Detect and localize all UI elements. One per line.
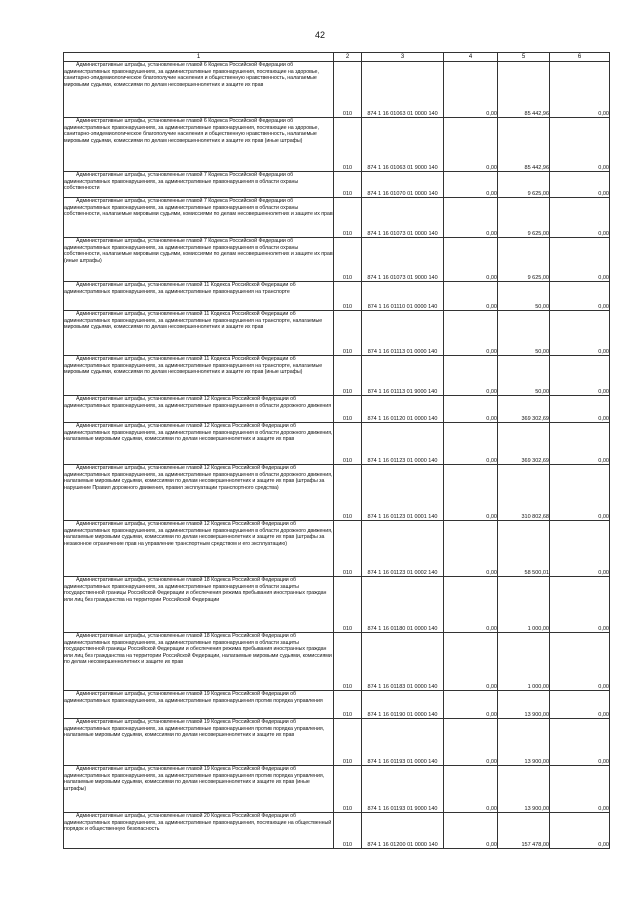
row-value-col4: 0,00 <box>444 766 498 813</box>
row-value-col5: 50,00 <box>498 311 550 356</box>
row-value-col4: 0,00 <box>444 423 498 465</box>
row-description: Административные штрафы, установленные главой 6 Кодекса Российской Федерации об административных правонарушениях, за административные правонарушения, посягающие на здоровье, санитарно-эпидемиологическое благополучие населения и общественную нравственность, налагаемые мировыми судьями, комиссиями по делам несовершеннолетних и защите их прав (иные штрафы) <box>64 118 334 172</box>
row-value-col5: 50,00 <box>498 282 550 311</box>
table-row <box>64 633 610 691</box>
row-value-col6: 0,00 <box>550 423 610 465</box>
table-header-row <box>64 53 610 62</box>
header-cell-5: 5 <box>498 53 550 62</box>
row-description: Административные штрафы, установленные главой 11 Кодекса Российской Федерации об административных правонарушениях, за административные правонарушения на транспорте, налагаемые мировыми судьями, комиссиями по делам несовершеннолетних и защите их прав (иные штрафы) <box>64 356 334 396</box>
row-line-code: 010 <box>334 172 362 198</box>
row-description: Административные штрафы, установленные главой 6 Кодекса Российской Федерации об административных правонарушениях, за административные правонарушения, посягающие на здоровье, санитарно-эпидемиологическое благополучие населения и общественную нравственность, налагаемые мировыми судьями, комиссиями по делам несовершеннолетних и защите их прав <box>64 62 334 118</box>
page-number: 42 <box>314 30 325 40</box>
row-budget-code: 874 1 16 01123 01 0002 140 <box>362 521 444 577</box>
row-value-col5: 9 625,00 <box>498 172 550 198</box>
row-budget-code: 874 1 16 01193 01 0000 140 <box>362 719 444 766</box>
report-table <box>63 52 610 849</box>
row-budget-code: 874 1 16 01063 01 9000 140 <box>362 118 444 172</box>
row-description: Административные штрафы, установленные главой 12 Кодекса Российской Федерации об административных правонарушениях, за административные правонарушения в области дорожного движения, налагаемые мировыми судьями, комиссиями по делам несовершеннолетних и защите их прав (штрафы за незаконное ограничение прав на управление транспортным средством и его эксплуатацию) <box>64 521 334 577</box>
row-line-code: 010 <box>334 311 362 356</box>
row-value-col4: 0,00 <box>444 282 498 311</box>
row-description: Административные штрафы, установленные главой 7 Кодекса Российской Федерации об административных правонарушениях, за административные правонарушения в области охраны собственности, налагаемые мировыми судьями, комиссиями по делам несовершеннолетних и защите их прав <box>64 198 334 238</box>
row-value-col5: 85 442,96 <box>498 118 550 172</box>
row-value-col4: 0,00 <box>444 62 498 118</box>
row-value-col5: 13 900,00 <box>498 719 550 766</box>
table-row <box>64 118 610 172</box>
row-budget-code: 874 1 16 01113 01 0000 140 <box>362 311 444 356</box>
row-value-col4: 0,00 <box>444 465 498 521</box>
row-line-code: 010 <box>334 813 362 849</box>
row-value-col6: 0,00 <box>550 356 610 396</box>
row-description: Административные штрафы, установленные главой 11 Кодекса Российской Федерации об административных правонарушениях, за административные правонарушения на транспорте <box>64 282 334 311</box>
row-line-code: 010 <box>334 282 362 311</box>
row-value-col4: 0,00 <box>444 633 498 691</box>
row-value-col4: 0,00 <box>444 198 498 238</box>
table-row <box>64 423 610 465</box>
table-row <box>64 577 610 633</box>
row-value-col5: 9 625,00 <box>498 238 550 282</box>
table-row <box>64 465 610 521</box>
row-value-col4: 0,00 <box>444 691 498 719</box>
row-budget-code: 874 1 16 01113 01 9000 140 <box>362 356 444 396</box>
row-value-col6: 0,00 <box>550 311 610 356</box>
row-value-col4: 0,00 <box>444 396 498 423</box>
row-line-code: 010 <box>334 577 362 633</box>
row-line-code: 010 <box>334 423 362 465</box>
row-description: Административные штрафы, установленные главой 11 Кодекса Российской Федерации об административных правонарушениях, за административные правонарушения на транспорте, налагаемые мировыми судьями, комиссиями по делам несовершеннолетних и защите их прав <box>64 311 334 356</box>
row-line-code: 010 <box>334 465 362 521</box>
row-line-code: 010 <box>334 118 362 172</box>
table-row <box>64 282 610 311</box>
row-value-col5: 310 802,68 <box>498 465 550 521</box>
row-budget-code: 874 1 16 01073 01 0000 140 <box>362 198 444 238</box>
header-cell-1: 1 <box>64 53 334 62</box>
row-value-col5: 13 900,00 <box>498 766 550 813</box>
row-value-col4: 0,00 <box>444 238 498 282</box>
row-description: Административные штрафы, установленные главой 19 Кодекса Российской Федерации об административных правонарушениях, за административные правонарушения против порядка управления, налагаемые мировыми судьями, комиссиями по делам несовершеннолетних и защите их прав (иные штрафы) <box>64 766 334 813</box>
row-value-col6: 0,00 <box>550 396 610 423</box>
table-row <box>64 766 610 813</box>
row-budget-code: 874 1 16 01190 01 0000 140 <box>362 691 444 719</box>
row-description: Административные штрафы, установленные главой 18 Кодекса Российской Федерации об административных правонарушениях, за административные правонарушения в области защиты государственной границы Российской Федерации и обеспечения режима пребывания иностранных граждан или лиц без гражданства на территории Российской Федерации <box>64 577 334 633</box>
row-value-col4: 0,00 <box>444 577 498 633</box>
row-value-col6: 0,00 <box>550 118 610 172</box>
row-budget-code: 874 1 16 01123 01 0000 140 <box>362 423 444 465</box>
row-value-col5: 157 478,00 <box>498 813 550 849</box>
row-value-col4: 0,00 <box>444 813 498 849</box>
row-value-col4: 0,00 <box>444 719 498 766</box>
header-cell-6: 6 <box>550 53 610 62</box>
row-description: Административные штрафы, установленные главой 12 Кодекса Российской Федерации об административных правонарушениях, за административные правонарушения в области дорожного движения <box>64 396 334 423</box>
row-line-code: 010 <box>334 633 362 691</box>
row-value-col6: 0,00 <box>550 282 610 311</box>
row-value-col6: 0,00 <box>550 238 610 282</box>
row-value-col6: 0,00 <box>550 577 610 633</box>
row-value-col5: 85 442,96 <box>498 62 550 118</box>
row-budget-code: 874 1 16 01180 01 0000 140 <box>362 577 444 633</box>
row-line-code: 010 <box>334 198 362 238</box>
row-budget-code: 874 1 16 01070 01 0000 140 <box>362 172 444 198</box>
row-budget-code: 874 1 16 01110 01 0000 140 <box>362 282 444 311</box>
row-value-col6: 0,00 <box>550 465 610 521</box>
row-description: Административные штрафы, установленные главой 19 Кодекса Российской Федерации об административных правонарушениях, за административные правонарушения против порядка управления <box>64 691 334 719</box>
table-row <box>64 62 610 118</box>
row-description: Административные штрафы, установленные главой 20 Кодекса Российской Федерации об административных правонарушениях, за административные правонарушения, посягающие на общественный порядок и общественную безопасность <box>64 813 334 849</box>
header-cell-3: 3 <box>362 53 444 62</box>
row-value-col5: 13 900,00 <box>498 691 550 719</box>
table-row <box>64 691 610 719</box>
row-value-col6: 0,00 <box>550 719 610 766</box>
row-description: Административные штрафы, установленные главой 12 Кодекса Российской Федерации об административных правонарушениях, за административные правонарушения в области дорожного движения, налагаемые мировыми судьями, комиссиями по делам несовершеннолетних и защите их прав <box>64 423 334 465</box>
row-value-col5: 50,00 <box>498 356 550 396</box>
row-value-col6: 0,00 <box>550 62 610 118</box>
row-line-code: 010 <box>334 62 362 118</box>
row-value-col6: 0,00 <box>550 521 610 577</box>
table-row <box>64 311 610 356</box>
row-budget-code: 874 1 16 01063 01 0000 140 <box>362 62 444 118</box>
row-description: Административные штрафы, установленные главой 12 Кодекса Российской Федерации об административных правонарушениях, за административные правонарушения в области дорожного движения, налагаемые мировыми судьями, комиссиями по делам несовершеннолетних и защите их прав (штрафы за нарушение Правил дорожного движения, правил эксплуатации транспортного средства) <box>64 465 334 521</box>
row-value-col6: 0,00 <box>550 813 610 849</box>
row-description: Административные штрафы, установленные главой 19 Кодекса Российской Федерации об административных правонарушениях, за административные правонарушения против порядка управления, налагаемые мировыми судьями, комиссиями по делам несовершеннолетних и защите их прав <box>64 719 334 766</box>
table-row <box>64 521 610 577</box>
row-line-code: 010 <box>334 238 362 282</box>
row-budget-code: 874 1 16 01183 01 0000 140 <box>362 633 444 691</box>
table-row <box>64 813 610 849</box>
row-value-col4: 0,00 <box>444 521 498 577</box>
row-value-col6: 0,00 <box>550 633 610 691</box>
row-value-col4: 0,00 <box>444 172 498 198</box>
table-row <box>64 198 610 238</box>
row-line-code: 010 <box>334 766 362 813</box>
row-budget-code: 874 1 16 01193 01 9000 140 <box>362 766 444 813</box>
row-value-col4: 0,00 <box>444 356 498 396</box>
header-cell-2: 2 <box>334 53 362 62</box>
row-budget-code: 874 1 16 01123 01 0001 140 <box>362 465 444 521</box>
row-description: Административные штрафы, установленные главой 7 Кодекса Российской Федерации об административных правонарушениях, за административные правонарушения в области охраны собственности <box>64 172 334 198</box>
row-value-col5: 1 000,00 <box>498 577 550 633</box>
row-value-col5: 369 302,69 <box>498 423 550 465</box>
row-budget-code: 874 1 16 01073 01 9000 140 <box>362 238 444 282</box>
row-line-code: 010 <box>334 719 362 766</box>
row-value-col6: 0,00 <box>550 172 610 198</box>
table-row <box>64 172 610 198</box>
row-value-col6: 0,00 <box>550 691 610 719</box>
table-row <box>64 396 610 423</box>
header-cell-4: 4 <box>444 53 498 62</box>
row-budget-code: 874 1 16 01200 01 0000 140 <box>362 813 444 849</box>
row-line-code: 010 <box>334 356 362 396</box>
row-value-col5: 1 000,00 <box>498 633 550 691</box>
row-value-col5: 9 625,00 <box>498 198 550 238</box>
row-line-code: 010 <box>334 691 362 719</box>
row-line-code: 010 <box>334 396 362 423</box>
table-row <box>64 719 610 766</box>
table-row <box>64 238 610 282</box>
row-value-col6: 0,00 <box>550 766 610 813</box>
row-value-col4: 0,00 <box>444 311 498 356</box>
row-line-code: 010 <box>334 521 362 577</box>
row-description: Административные штрафы, установленные главой 18 Кодекса Российской Федерации об административных правонарушениях, за административные правонарушения в области защиты государственной границы Российской Федерации и обеспечения режима пребывания иностранных граждан или лиц без гражданства на территории Российской Федерации, налагаемые мировыми судьями, комиссиями по делам несовершеннолетних и защите их прав <box>64 633 334 691</box>
row-value-col4: 0,00 <box>444 118 498 172</box>
table-row <box>64 356 610 396</box>
row-value-col6: 0,00 <box>550 198 610 238</box>
row-budget-code: 874 1 16 01120 01 0000 140 <box>362 396 444 423</box>
row-description: Административные штрафы, установленные главой 7 Кодекса Российской Федерации об административных правонарушениях, за административные правонарушения в области охраны собственности, налагаемые мировыми судьями, комиссиями по делам несовершеннолетних и защите их прав (иные штрафы) <box>64 238 334 282</box>
row-value-col5: 58 500,01 <box>498 521 550 577</box>
row-value-col5: 369 302,69 <box>498 396 550 423</box>
